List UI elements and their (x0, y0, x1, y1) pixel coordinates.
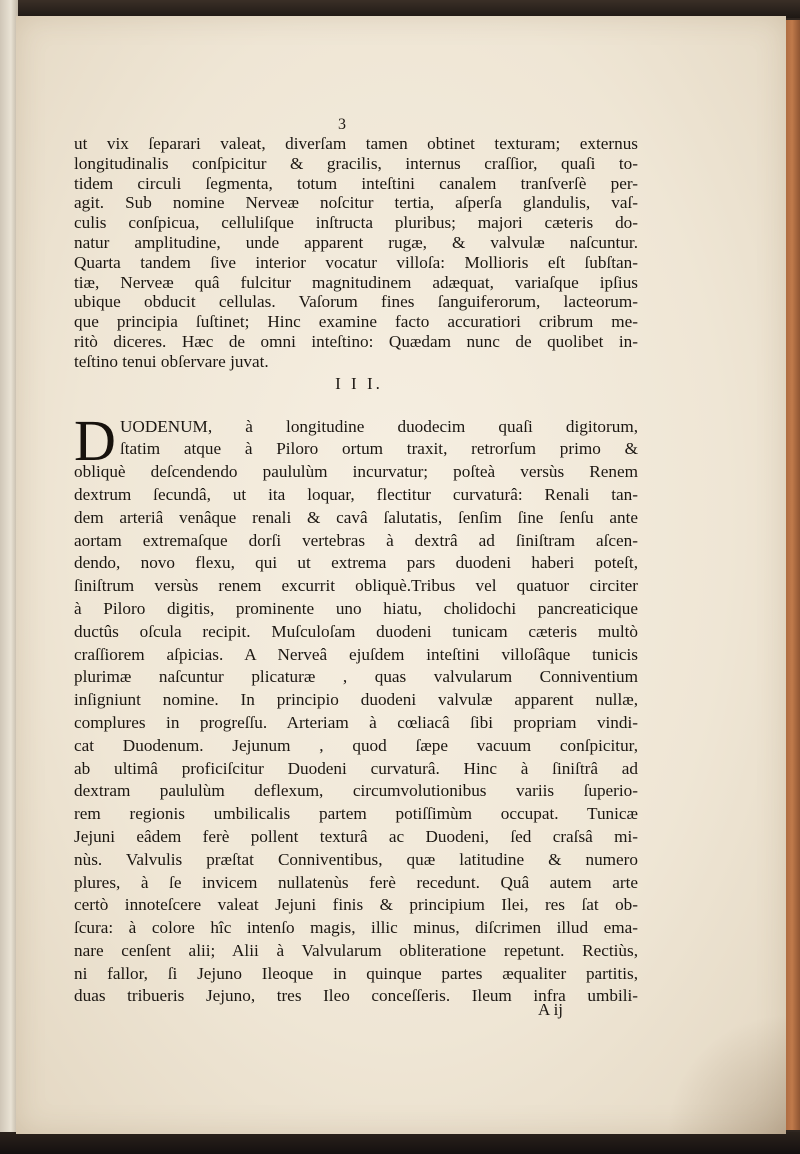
text-line: ſcura: à colore hîc intenſo magis, illic minus, diſcrimen illud ema- (74, 918, 638, 938)
text-line: plures, à ſe invicem nullatenùs ferè recedunt. Quâ autem arte (74, 872, 638, 892)
book-bottom-edge (0, 1132, 800, 1154)
paragraph-1 (74, 134, 638, 372)
page-body (74, 134, 638, 1008)
text-line: dem arteriâ venâque renali & cavâ ſalutatis, ſenſim ſine ſenſu ante (74, 507, 638, 527)
text-line: dendo, novo flexu, qui ut extrema pars duodeni haberi poteſt, (74, 553, 638, 573)
text-line: cat Duodenum. Jejunum , quod ſæpe vacuum conſpicitur, (74, 735, 638, 755)
page-shadow (666, 1014, 786, 1134)
text-line: ni fallor, ſi Jejuno Ileoque in quinque partes æqualiter partitis, (74, 963, 638, 983)
text-line: certò innoteſcere valeat Jejuni finis & principium Ilei, res ſat ob- (74, 895, 638, 915)
text-line: ritò diceres. Hæc de omni inteſtino: Quædam nunc de quolibet in- (74, 331, 638, 351)
text-line: ſiniſtrum versùs renem excurrit obliquè.Tribus vel quatuor circiter (74, 576, 638, 596)
text-line: complures in progreſſu. Arteriam à cœliacâ ſibi propriam vindi- (74, 712, 638, 732)
text-line: nùs. Valvulis præſtat Conniventibus, quæ latitudine & numero (74, 849, 638, 869)
text-line: ductûs oſcula recipit. Muſculoſam duodeni tunicam cæteris multò (74, 621, 638, 641)
text-line: longitudinalis conſpicitur & gracilis, internus craſſior, quaſi to- (74, 153, 638, 173)
text-line: Quarta tandem ſive interior vocatur villoſa: Mollioris eſt ſubſtan- (74, 252, 638, 272)
text-line: dextram paululùm deflexum, circumvolutionibus variis ſuperio- (74, 781, 638, 801)
text-line: nare cenſent alii; Alii à Valvularum obliteratione repetunt. Rectiùs, (74, 940, 638, 960)
text-line: rem regionis umbilicalis partem potiſſimùm occupat. Tunicæ (74, 804, 638, 824)
text-line: plurimæ naſcuntur plicaturæ , quas valvularum Conniventium (74, 667, 638, 687)
signature-mark: A ij (538, 1000, 564, 1019)
text-line: UODENUM, à longitudine duodecim quaſi digitorum, (120, 416, 638, 436)
drop-cap: D (74, 407, 116, 473)
text-line: Jejuni eâdem ferè pollent texturâ ac Duodeni, ſed craſsâ mi- (74, 826, 638, 846)
text-line: teſtino tenui obſervare juvat. (74, 351, 269, 371)
text-line: tidem circuli ſegmenta, totum inteſtini canalem tranſverſè per- (74, 173, 638, 193)
text-line: craſſiorem aſpicias. A Nerveâ ejuſdem inteſtini villoſâque tunicis (74, 644, 638, 664)
book-binding-edge (784, 20, 800, 1130)
paragraph-2 (74, 407, 638, 1009)
text-line: ut vix ſeparari valeat, diverſam tamen obtinet texturam; externus (74, 134, 638, 153)
page-number: 3 (338, 116, 346, 133)
text-line: que principia ſuſtinet; Hinc examine facto accuratiori cribrum me- (74, 312, 638, 332)
text-line: obliquè deſcendendo paululùm incurvatur; poſteà versùs Renem (74, 462, 638, 482)
text-line: agit. Sub nomine Nerveæ noſcitur tertia, aſperſa glandulis, vaſ- (74, 193, 638, 213)
text-line: ubique obducit cellulas. Vaſorum fines ſanguiferorum, lacteorum- (74, 292, 638, 312)
text-line: duas tribueris Jejuno, tres Ileo conceſſeris. Ileum infra umbili- (74, 986, 638, 1006)
text-line: inſigniunt nomine. In principio duodeni valvulæ apparent nullæ, (74, 690, 638, 710)
text-line: à Piloro digitis, prominente uno hiatu, cholidochi pancreaticique (74, 598, 638, 618)
text-line: natur amplitudine, unde apparent rugæ, & valvulæ naſcuntur. (74, 232, 638, 252)
text-line: ab ultimâ proficiſcitur Duodeni curvaturâ. Hinc à ſiniſtrâ ad (74, 758, 638, 778)
text-line: aortam extremaſque dorſi vertebras à dextrâ ad ſiniſtram aſcen- (74, 530, 638, 550)
text-line: ſtatim atque à Piloro ortum traxit, retrorſum primo & (120, 439, 638, 459)
text-line: tiæ, Nerveæ quâ fulcitur magnitudinem adæquat, variaſque ipſius (74, 272, 638, 292)
text-line: dextrum ſecundâ, ut ita loquar, flectitur curvaturâ: Renali tan- (74, 484, 638, 504)
text-line: culis conſpicua, celluliſque inſtructa pluribus; majori cæteris do- (74, 213, 638, 233)
book-page (16, 16, 786, 1134)
section-heading: I I I. (335, 373, 383, 393)
